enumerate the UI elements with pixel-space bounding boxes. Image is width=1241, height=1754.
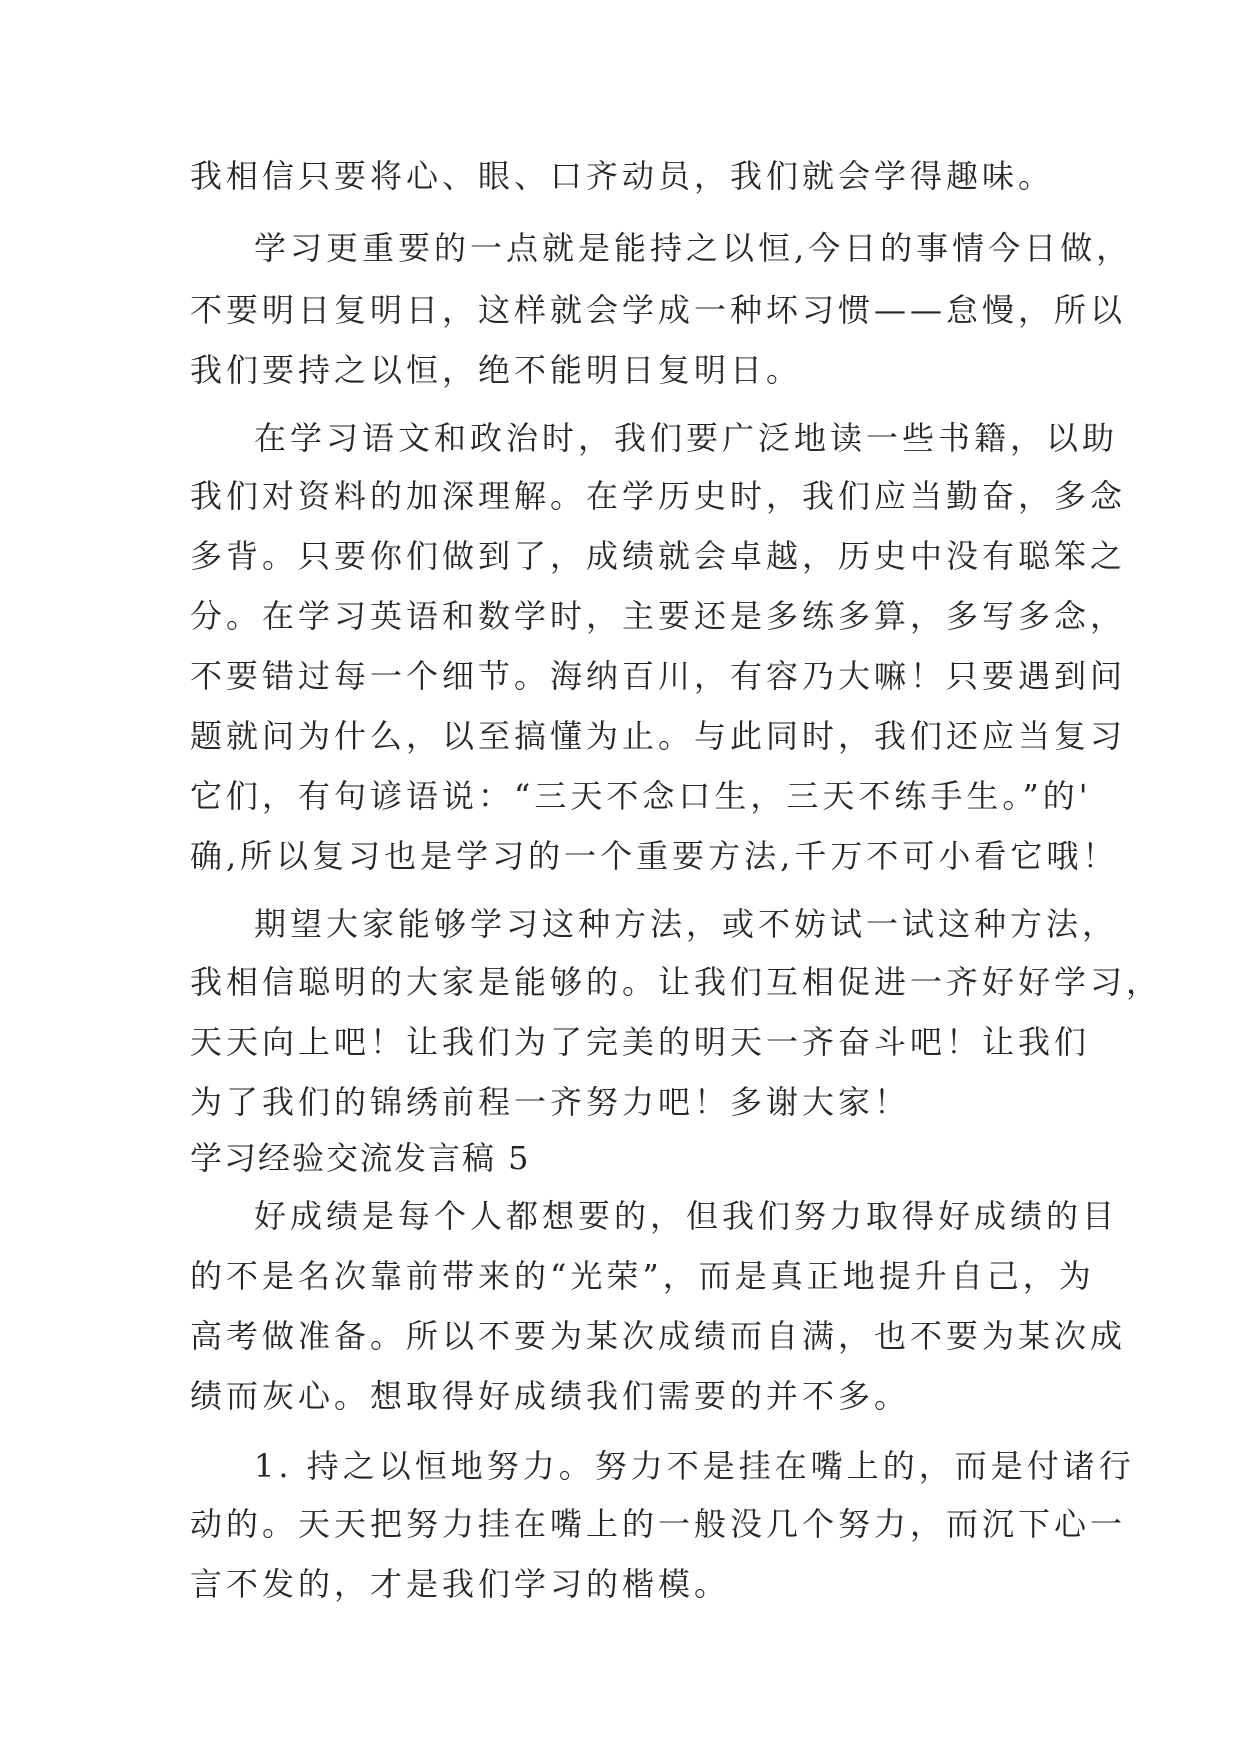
text-line: 高考做准备。所以不要为某次成绩而自满，也不要为某次成 — [190, 1317, 1127, 1355]
paragraph-start-line: 期望大家能够学习这种方法，或不妨试一试这种方法， — [254, 905, 1119, 943]
text-line: 不要明日复明日，这样就会学成一种坏习惯——怠慢，所以 — [190, 291, 1127, 329]
text-line: 动的。天天把努力挂在嘴上的一般没几个努力，而沉下心一 — [190, 1505, 1127, 1543]
text-line: 的不是名次靠前带来的“光荣”，而是真正地提升自己，为 — [190, 1257, 1095, 1295]
paragraph-start-line: 好成绩是每个人都想要的，但我们努力取得好成绩的目 — [254, 1197, 1119, 1235]
text-line: 我相信只要将心、眼、口齐动员，我们就会学得趣味。 — [190, 157, 1055, 195]
paragraph-start-line: 在学习语文和政治时，我们要广泛地读一些书籍，以助 — [254, 419, 1119, 457]
text-line: 题就问为什么，以至搞懂为止。与此同时，我们还应当复习 — [190, 717, 1127, 755]
text-line: 分。在学习英语和数学时，主要还是多练多算，多写多念， — [190, 597, 1127, 635]
text-line: 绩而灰心。想取得好成绩我们需要的并不多。 — [190, 1377, 911, 1415]
text-line: 我们要持之以恒，绝不能明日复明日。 — [190, 351, 803, 389]
text-line: 多背。只要你们做到了，成绩就会卓越，历史中没有聪笨之 — [190, 537, 1127, 575]
section-heading: 学习经验交流发言稿 5 — [190, 1139, 531, 1177]
text-line: 确,所以复习也是学习的一个重要方法,千万不可小看它哦！ — [190, 837, 1119, 875]
text-line: 它们，有句谚语说：“三天不念口生，三天不练手生。”的' — [190, 777, 1092, 815]
text-line: 我们对资料的加深理解。在学历史时，我们应当勤奋，多念 — [190, 477, 1127, 515]
text-line: 不要错过每一个细节。海纳百川，有容乃大嘛！只要遇到问 — [190, 657, 1127, 695]
text-line: 我相信聪明的大家是能够的。让我们互相促进一齐好好学习， — [190, 963, 1163, 1001]
list-item-line: 1. 持之以恒地努力。努力不是挂在嘴上的，而是付诸行 — [254, 1447, 1135, 1485]
text-line: 言不发的，才是我们学习的楷模。 — [190, 1565, 731, 1603]
paragraph-start-line: 学习更重要的一点就是能持之以恒,今日的事情今日做， — [254, 229, 1133, 267]
text-line: 天天向上吧！让我们为了完美的明天一齐奋斗吧！让我们 — [190, 1023, 1091, 1061]
text-line: 为了我们的锦绣前程一齐努力吧！多谢大家！ — [190, 1083, 911, 1121]
